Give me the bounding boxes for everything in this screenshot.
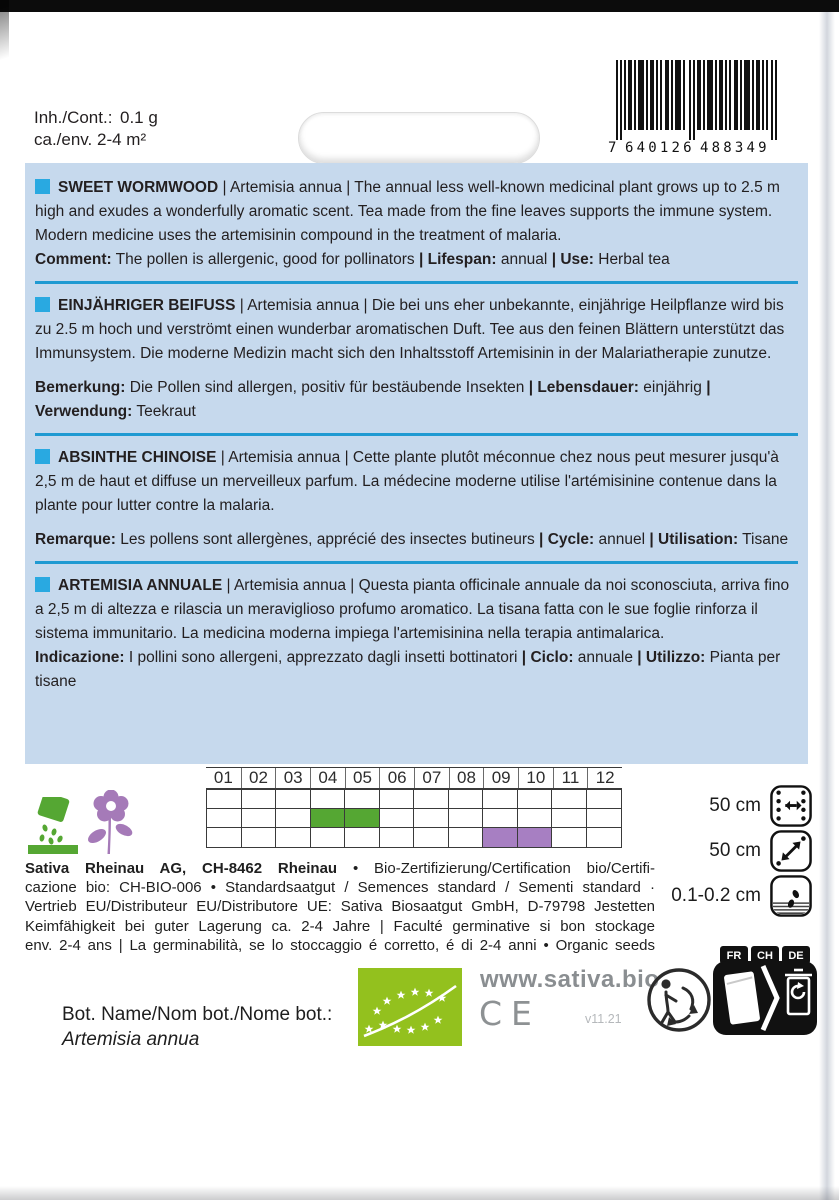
calendar-cell [483,790,518,809]
calendar-month-header [206,767,622,788]
calendar-cell [518,828,553,847]
lang-section-it [35,574,798,694]
calendar-cell [242,809,277,828]
bullet-square-icon [35,179,50,194]
calendar-cell [552,828,587,847]
calendar-cell [242,790,277,809]
note-label: Remarque: [35,531,116,548]
lang-section-en [35,176,798,272]
content-info [34,107,158,151]
section-title: ABSINTHE CHINOISE [58,449,217,466]
calendar-cell [414,790,449,809]
germination-text-2: env. 2-4 ans | La germinabilità, se lo stoccaggio é corretto, é di 2-4 anni • Organic seeds [25,936,655,954]
barcode [608,60,788,158]
triman-recycling-icon [645,962,713,1046]
section-body [35,294,798,366]
disposal-tab-fr: FR [726,950,742,962]
note-text: annuel [594,531,650,548]
calendar-cell [345,790,380,809]
calendar-cell [276,790,311,809]
bullet-square-icon [35,297,50,312]
calendar-month-label: 01 [213,768,233,787]
germination-text-1: Keimfähigkeit bei guter Lagerung ca. 2-4 Jahre | Faculté germinative si bon stockage [25,917,655,935]
section-note [35,528,798,552]
calendar-month-label: 07 [414,768,449,788]
area-label: ca./env. [34,130,93,149]
note-text: Pianta per tisane [35,649,781,690]
bottom-edge-shadow [0,1186,839,1200]
calendar-month-label: 11 [553,768,588,788]
calendar-month-label: 03 [275,768,310,788]
botanical-name-label: Bot. Name/Nom bot./Nome bot.: [62,1004,333,1025]
sowing-depth-value: 0.1-0.2 cm [671,885,761,906]
top-black-edge [0,0,839,12]
note-label: | Utilizzo: [637,649,706,666]
calendar-cell [207,790,242,809]
note-text: Tisane [738,531,789,548]
calendar-cell [414,809,449,828]
section-note [35,376,798,424]
section-note [35,646,798,694]
certification-text: cazione bio: CH-BIO-006 • Standardsaatgut / Semences standard / Sementi standard · [25,879,655,897]
sowing-depth-row [612,874,812,918]
hang-hole [298,112,540,164]
barcode-group1: 640126 [625,140,695,156]
calendar-cell [311,790,346,809]
ce-mark: CE [479,994,541,1033]
note-label: | Verwendung: [35,379,711,420]
calendar-cell [414,828,449,847]
row-spacing-row [612,829,812,873]
note-label: | Ciclo: [521,649,574,666]
calendar-cell [449,809,484,828]
calendar-month-label: 10 [518,768,553,788]
section-divider [35,561,798,564]
calendar-cell [449,828,484,847]
section-title: EINJÄHRIGER BEIFUSS [58,297,236,314]
calendar-cell [207,809,242,828]
calendar-cell [552,809,587,828]
version-code: v11.21 [585,1012,622,1026]
section-text: | Artemisia annua | Die bei uns eher unbekannte, einjährige Heilpflanze wird bis zu 2.5 m hoch und verströmt einen wunderbar aromatischen Duft. Tee aus den feinen Blättern unterstützt das Immunsystem. Die moderne Medizin macht sich den Inhaltsstoff Artemisinin in der Malariatherapie zunutze. [35,297,785,362]
calendar-cell [380,809,415,828]
paper-disposal-icon [713,946,823,1048]
note-text: annual [496,251,552,268]
plant-spacing-value: 50 cm [709,795,761,816]
botanical-name: Artemisia annua [62,1029,200,1050]
note-text: einjährig [638,379,707,396]
note-label: | Utilisation: [649,531,739,548]
calendar-cell [380,790,415,809]
content-label: Inh./Cont.: [34,108,113,127]
calendar-cell [518,790,553,809]
top-left-shadow [0,0,9,90]
plant-spacing-horizontal-icon [770,785,812,827]
calendar-month-label: 05 [345,768,380,788]
section-text: | Artemisia annua | Cette plante plutôt méconnue chez nous peut mesurer jusqu'à 2,5 m de haut et diffuse un merveilleux parfum. La médecine moderne utilise l'artémisinine contenue dans la plante pour lutter contre la malaria. [35,449,779,514]
section-title: SWEET WORMWOOD [58,179,219,196]
calendar-cell [518,809,553,828]
section-body [35,176,798,248]
section-body [35,574,798,646]
content-value: 0.1 g [120,108,158,127]
barcode-group2: 488349 [700,140,770,156]
calendar-month-label: 06 [379,768,414,788]
note-label: Comment: [35,251,112,268]
bullet-square-icon [35,449,50,464]
section-body [35,446,798,518]
calendar-cell [276,809,311,828]
section-text: | Artemisia annua | The annual less well-known medicinal plant grows up to 2.5 m high and exudes a wonderfully aromatic scent. Tea made from the fine leaves supports the immune system. Modern medicine uses the artemisinin compound in the treatment of malaria. [35,179,780,244]
section-title: ARTEMISIA ANNUALE [58,577,223,594]
calendar-cell [242,828,277,847]
producer-info [25,859,655,955]
note-label: | Cycle: [539,531,595,548]
calendar-cell [449,790,484,809]
row-spacing-value: 50 cm [709,840,761,861]
distributor-text: Vertrieb EU/Distributeur EU/Distributore UE: Sativa Biosaatgut GmbH, D-79798 Jestetten [25,898,655,916]
note-text: I pollini sono allergeni, apprezzato dagli insetti bottinatori [124,649,522,666]
website-url: www.sativa.bio [480,966,660,993]
calendar-month-label: 04 [310,768,345,788]
sowing-depth-icon [770,875,812,917]
note-text: Herbal tea [593,251,670,268]
calendar-cell [483,828,518,847]
calendar-month-label: 02 [241,768,276,788]
calendar-cell [311,809,346,828]
calendar-grid [206,788,622,848]
barcode-lead-digit: 7 [608,140,617,156]
calendar-cell [483,809,518,828]
note-text: The pollen is allergenic, good for pollinators [111,251,419,268]
disposal-tab-de: DE [788,950,804,962]
area-value: 2-4 m² [97,130,147,149]
note-label: Bemerkung: [35,379,126,396]
calendar-month-label: 08 [449,768,484,788]
flowering-icon [84,790,138,856]
calendar-cell [207,828,242,847]
note-text: annuale [573,649,638,666]
calendar-cell [345,828,380,847]
section-note [35,248,798,272]
note-label: Indicazione: [35,649,125,666]
eu-organic-logo [358,968,462,1046]
producer-name: Sativa Rheinau AG, CH-8462 Rheinau [25,860,338,877]
calendar-cell [345,809,380,828]
section-text: | Artemisia annua | Questa pianta officinale annuale da noi sconosciuta, arriva fino a 2,5 m di altezza e rilascia un meraviglioso profumo aromatico. La tisana fatta con le sue foglie rinforza il sistema immunitario. La medicina moderna impiega l'artemisinina nella terapia antimalarica. [35,577,790,642]
note-label: | Use: [551,251,594,268]
producer-text: • Bio-Zertifizierung/Certification bio/Certifi- [337,860,655,877]
calendar-cell [552,790,587,809]
calendar-cell [276,828,311,847]
note-label: | Lebensdauer: [528,379,639,396]
calendar-cell [311,828,346,847]
lang-section-de [35,294,798,424]
calendar-cell [380,828,415,847]
section-divider [35,433,798,436]
note-text: Teekraut [132,403,196,420]
calendar-month-label: 09 [483,768,518,788]
note-text: Die Pollen sind allergen, positiv für bestäubende Insekten [125,379,529,396]
lang-section-fr [35,446,798,552]
plant-spacing-row [612,784,812,828]
note-label: | Lifespan: [418,251,497,268]
sowing-icon [28,797,84,855]
section-divider [35,281,798,284]
bullet-square-icon [35,577,50,592]
botanical-name-block [62,1002,332,1052]
plant-spacing-diagonal-icon [770,830,812,872]
calendar-month-label: 12 [587,768,622,788]
description-panel [25,163,808,764]
note-text: Les pollens sont allergènes, apprécié des insectes butineurs [115,531,540,548]
disposal-tab-ch: CH [757,950,773,962]
